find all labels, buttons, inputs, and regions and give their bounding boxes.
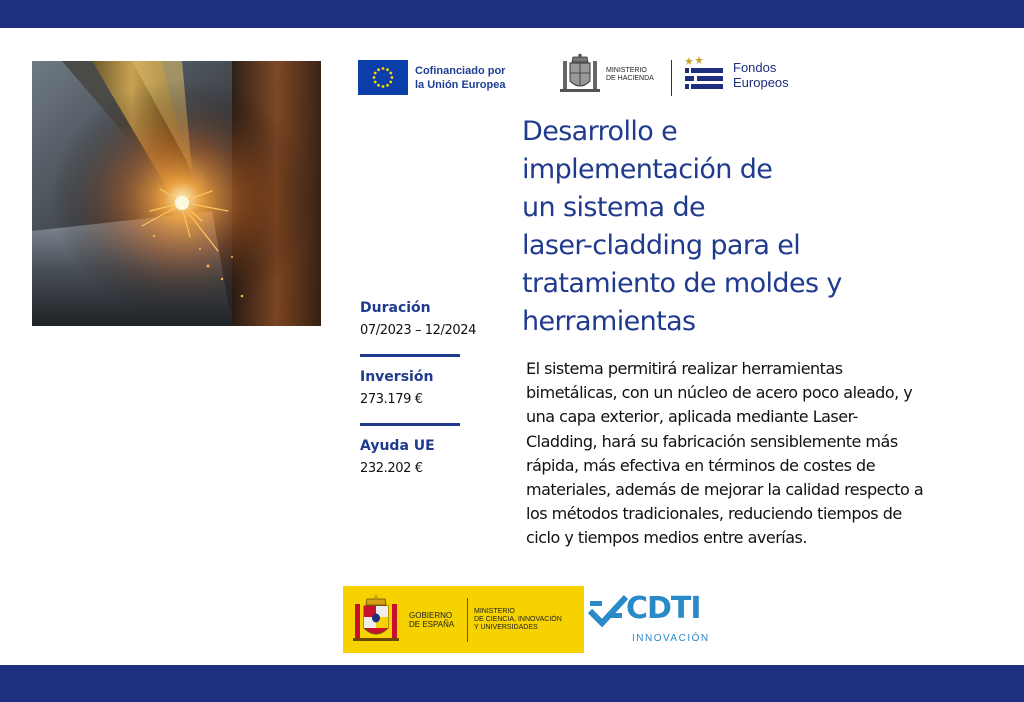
ministerio-hacienda-text: MINISTERIO DE HACIENDA [606, 67, 654, 82]
title-line: Desarrollo e [522, 116, 678, 147]
duration-label: Duración [360, 300, 431, 316]
top-band [0, 0, 1024, 28]
fondos-europeos-text: Fondos Europeos [733, 60, 789, 90]
eu-aid-label: Ayuda UE [360, 438, 435, 454]
project-facts [360, 298, 500, 480]
ministerio-hacienda-logo [560, 52, 666, 98]
gobierno-espana-logo [343, 586, 584, 653]
eu-cofunding-text: Cofinanciado por la Unión Europea [415, 64, 506, 91]
duration-value: 07/2023 – 12/2024 [360, 323, 476, 338]
coat-of-arms-icon [560, 53, 600, 97]
logo-divider [671, 60, 672, 96]
cdti-wordmark: CDTI [626, 591, 701, 626]
fact-divider [360, 423, 460, 426]
laser-cladding-photo [32, 61, 321, 326]
fact-divider [360, 354, 460, 357]
project-description: El sistema permitirá realizar herramientas bimetálicas, con un núcleo de acero poco aleado, y una capa exterior, aplicada mediante Laser-Cladding, hará su fabricación sensiblemente más rápida, más efectiva en términos de costes de materiales, además de mejorar la calidad respecto a los métodos tradicionales, reduciendo tiempos de ciclo y tiempos medios entre averías. [526, 359, 924, 548]
eu-cofunding-logo [358, 60, 525, 95]
cdti-subtitle: INNOVACIÓN [632, 633, 710, 644]
investment-value: 273.179 € [360, 392, 423, 407]
ministerio-ciencia-text: MINISTERIO DE CIENCIA, INNOVACIÓN Y UNIVERSIDADES [474, 607, 562, 631]
title-line: un sistema de [522, 192, 706, 223]
eu-aid-value: 232.202 € [360, 461, 423, 476]
spain-shield-icon [353, 594, 399, 646]
cdti-check-icon [588, 593, 628, 633]
gobierno-espana-text: GOBIERNO DE ESPAÑA [409, 610, 455, 629]
project-title [522, 113, 922, 341]
title-line: laser-cladding para el [522, 230, 801, 261]
gobierno-divider [467, 598, 468, 642]
fondos-europeos-icon [683, 54, 725, 96]
bottom-band [0, 665, 1024, 702]
title-line: tratamiento de moldes y [522, 268, 842, 299]
title-line: implementación de [522, 154, 773, 185]
investment-label: Inversión [360, 369, 434, 385]
fondos-europeos-logo [683, 52, 789, 98]
title-line: herramientas [522, 306, 696, 337]
cdti-logo [588, 589, 710, 651]
eu-flag-icon [358, 60, 408, 95]
